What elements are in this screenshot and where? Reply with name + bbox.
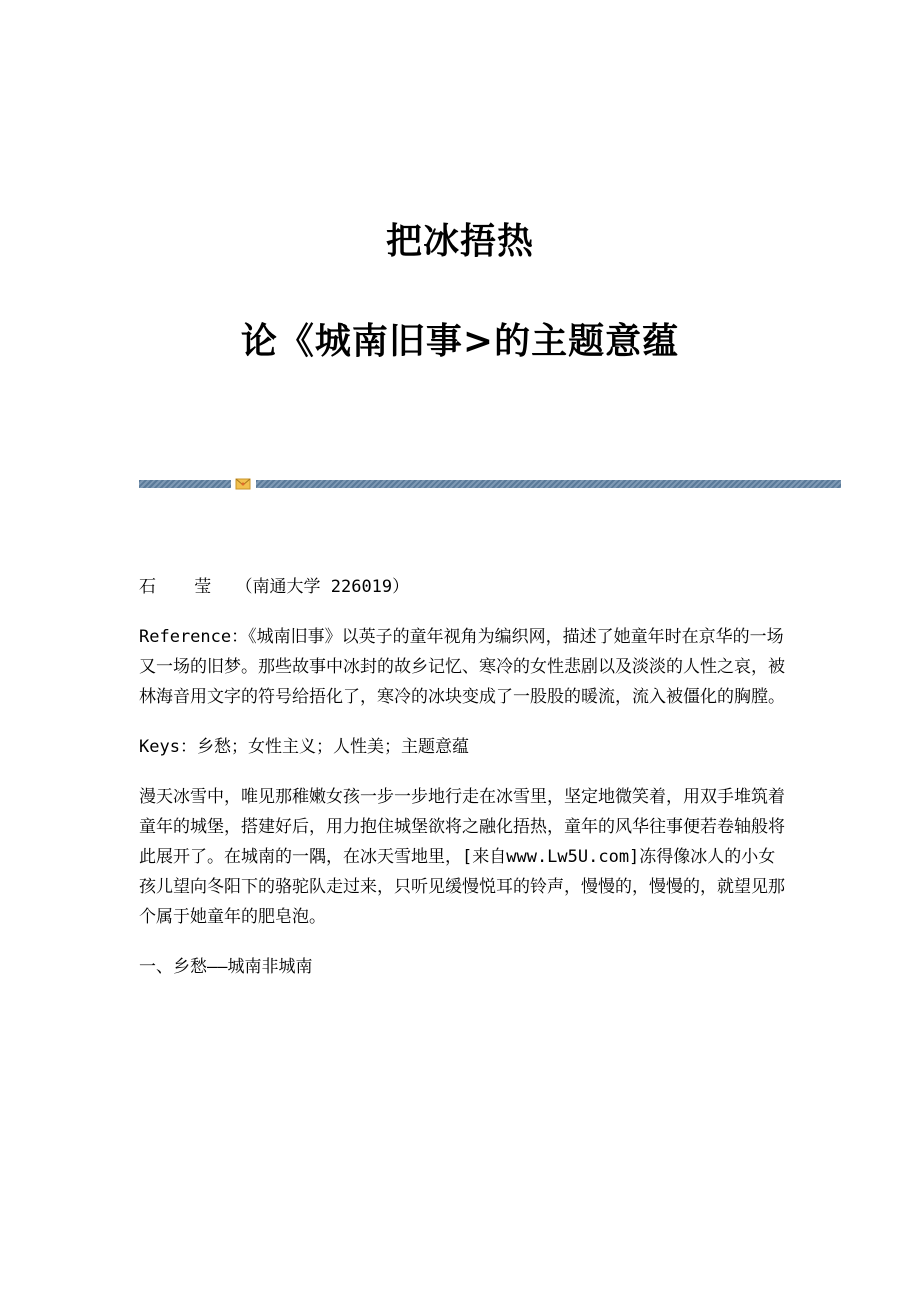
author-line <box>139 572 789 602</box>
author-affiliation: （南通大学 226019） <box>235 577 410 597</box>
envelope-ornament-icon <box>235 478 251 490</box>
document-subtitle: 论《城南旧事>的主题意蕴 <box>240 321 680 362</box>
title-divider <box>139 479 841 489</box>
keys-paragraph: Keys：乡愁；女性主义；人性美；主题意蕴 <box>139 737 469 757</box>
document-title: 把冰捂热 <box>385 221 534 262</box>
divider-bar-left <box>139 480 231 488</box>
body-paragraph: 漫天冰雪中，唯见那稚嫩女孩一步一步地行走在冰雪里，坚定地微笑着，用双手堆筑着童年的城堡，搭建好后，用力抱住城堡欲将之融化捂热，童年的风华往事便若卷轴般将此展开了。在城南的一隅，在冰天雪地里，[来自www.Lw5U.com]冻得像冰人的小女孩儿望向冬阳下的骆驼队走过来，只听见缓慢悦耳的铃声，慢慢的，慢慢的，就望见那个属于她童年的肥皂泡。 <box>139 787 785 927</box>
author-name: 石 莹 <box>139 577 226 597</box>
section-heading: 一、乡愁——城南非城南 <box>139 957 313 977</box>
divider-bar-right <box>256 480 841 488</box>
document-body <box>139 572 789 1002</box>
reference-paragraph: Reference：《城南旧事》以英子的童年视角为编织网，描述了她童年时在京华的一场又一场的旧梦。那些故事中冰封的故乡记忆、寒冷的女性悲剧以及淡淡的人性之哀，被林海音用文字的符号给捂化了，寒冷的冰块变成了一股股的暖流，流入被僵化的胸膛。 <box>139 627 785 707</box>
